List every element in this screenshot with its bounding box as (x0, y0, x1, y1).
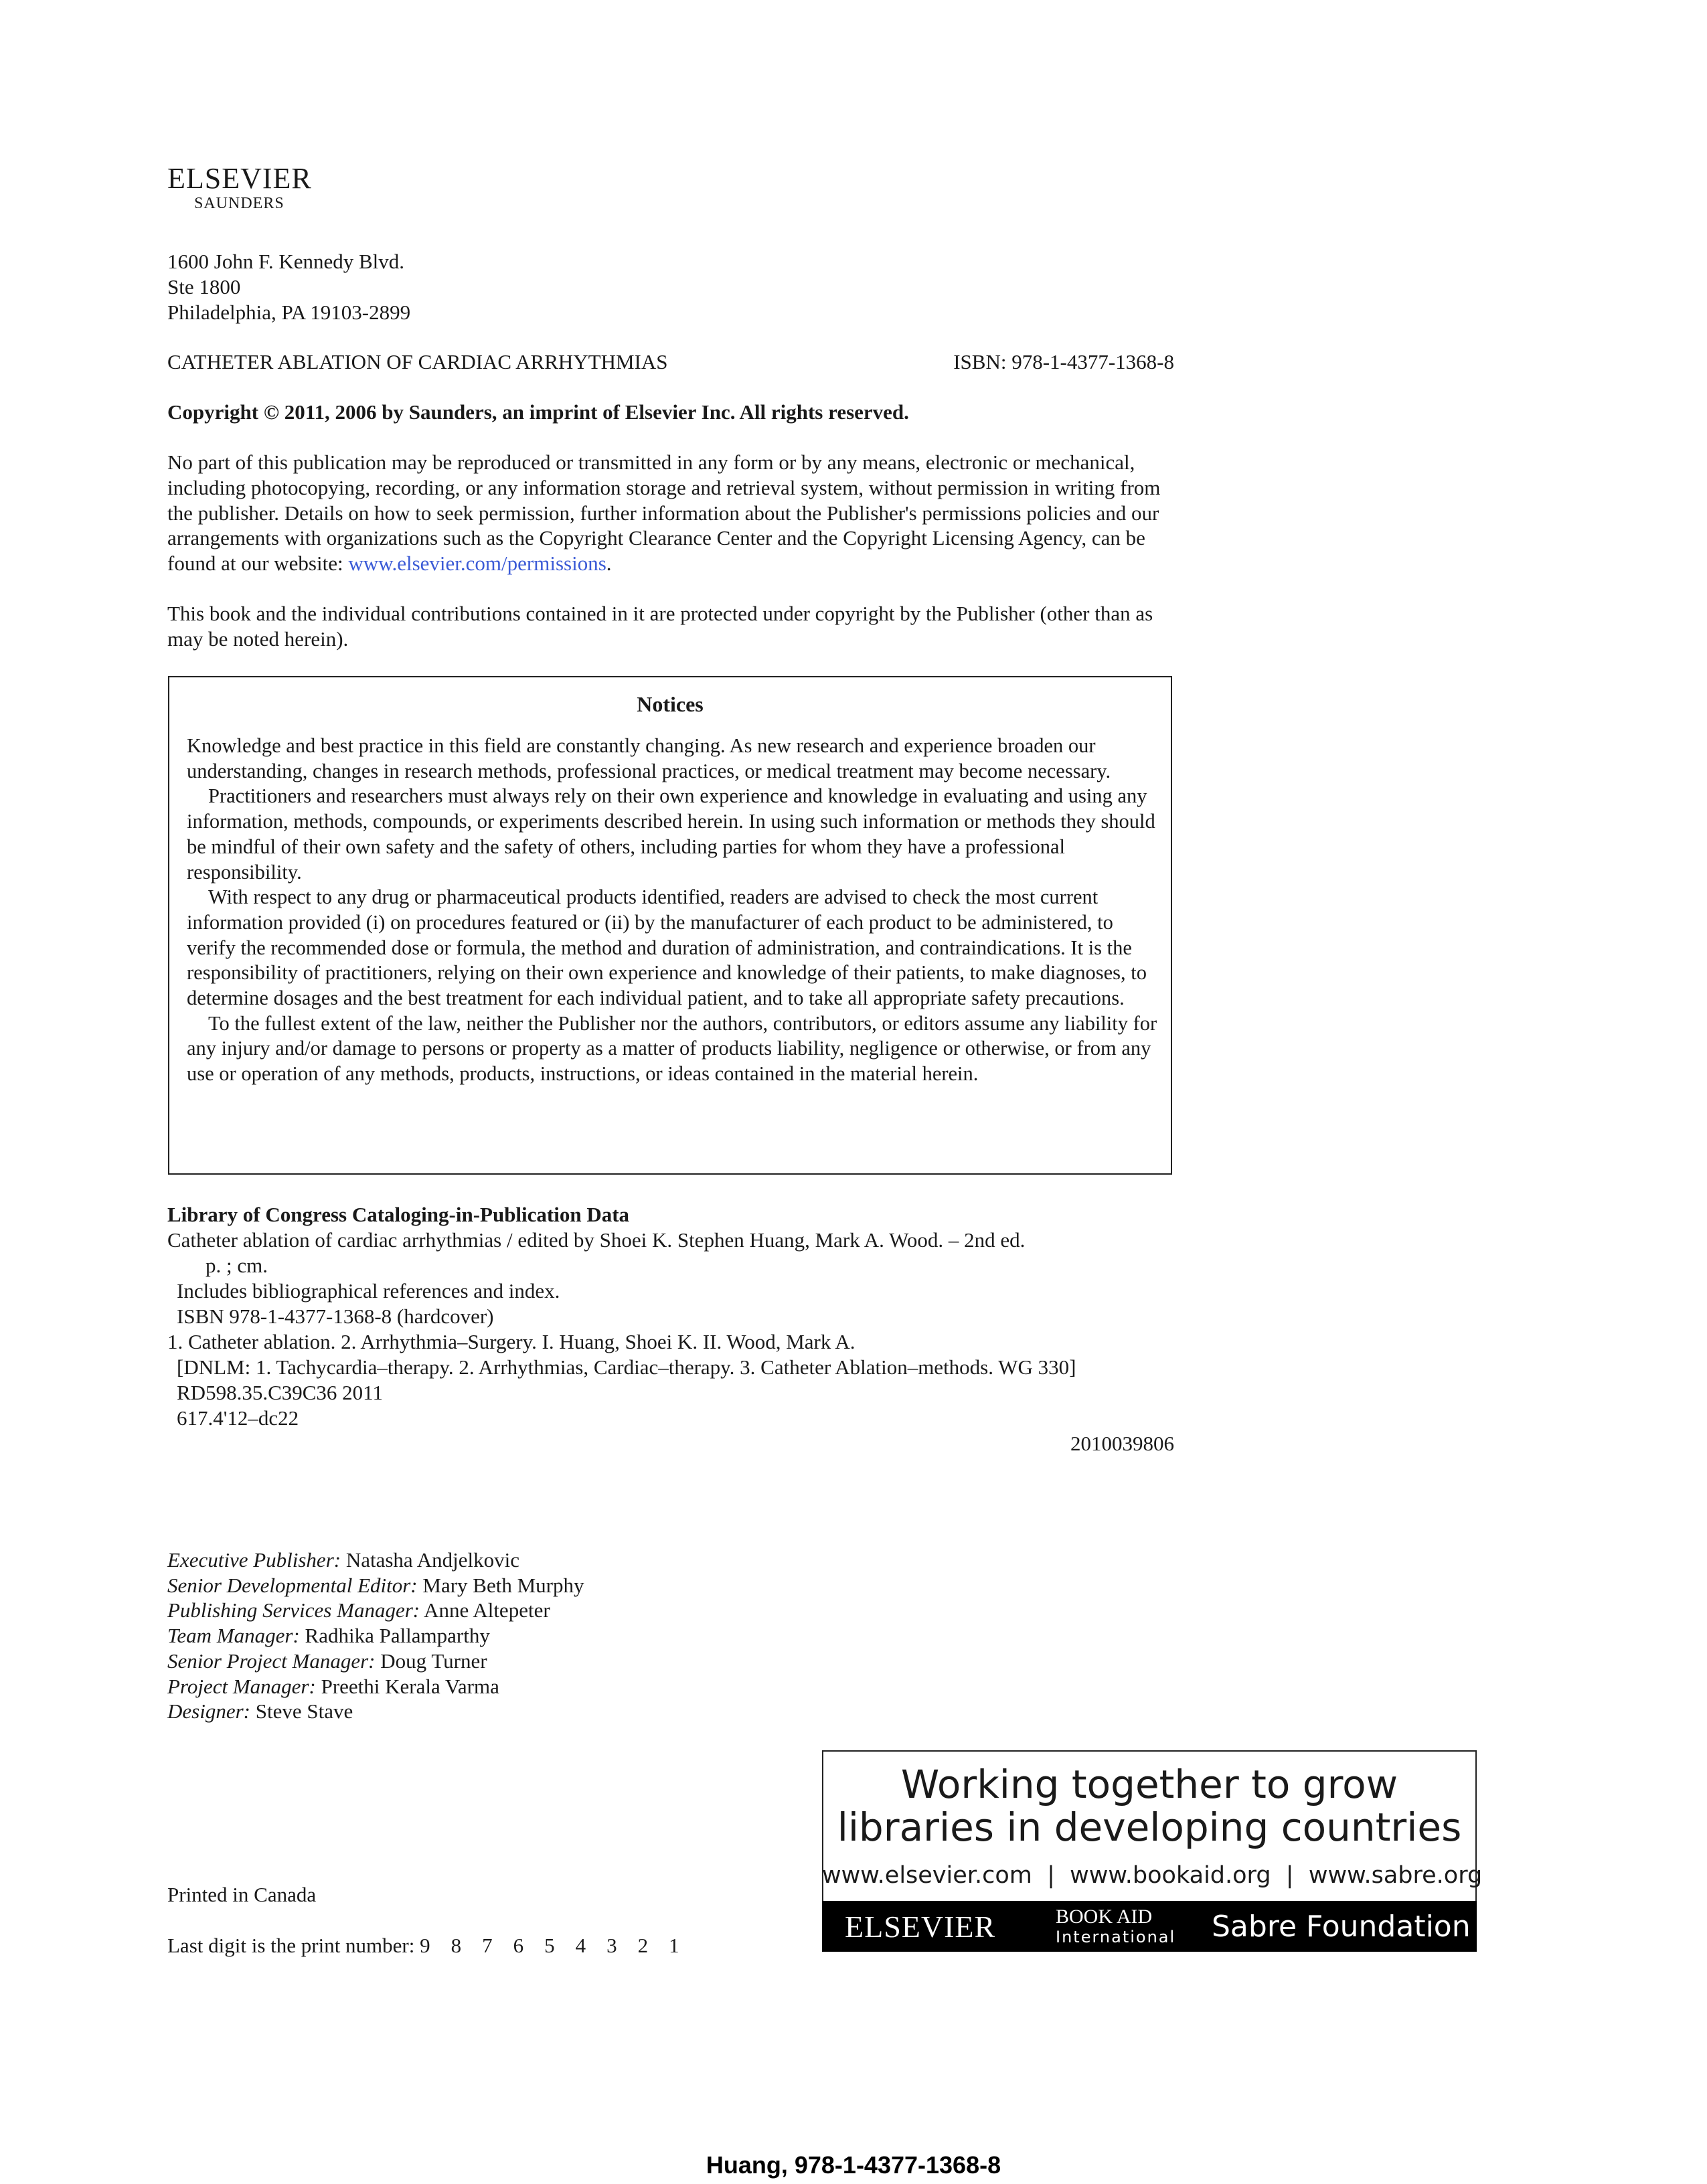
notice-paragraph-4: To the fullest extent of the law, neither the Publisher nor the authors, contributors, or editors assume any liability for any injury and/or damage to persons or property as a matter of products liability, negligence or otherwise, or from any use or operation of any methods, products, instructions, or ideas contained in the material herein. (187, 1011, 1157, 1086)
credit-row (167, 1674, 584, 1699)
cip-heading: Library of Congress Cataloging-in-Publication Data (167, 1203, 630, 1226)
credit-name: Natasha Andjelkovic (341, 1548, 519, 1572)
notices-title: Notices (637, 692, 704, 716)
cip-line-8: 617.4'12–dc22 (177, 1406, 299, 1430)
credit-role: Senior Project Manager: (167, 1649, 376, 1673)
copyright-protection-paragraph: This book and the individual contributions contained in it are protected under copyright by the Publisher (other than as may be noted herein). (167, 602, 1153, 651)
print-number-label: Last digit is the print number: (167, 1934, 415, 1957)
address-line-1: 1600 John F. Kennedy Blvd. (167, 250, 405, 273)
credit-name: Mary Beth Murphy (417, 1573, 584, 1597)
book-title: CATHETER ABLATION OF CARDIAC ARRHYTHMIAS (167, 350, 668, 373)
cip-line-5: 1. Catheter ablation. 2. Arrhythmia–Surgery. I. Huang, Shoei K. II. Wood, Mark A. (167, 1330, 856, 1353)
bookaid-logo-bottom: International (1056, 1928, 1176, 1946)
credit-row (167, 1623, 584, 1649)
cip-line-2: p. ; cm. (206, 1254, 268, 1277)
cip-line-3: Includes bibliographical references and index. (177, 1279, 560, 1303)
credit-row (167, 1598, 584, 1623)
credit-name: Steve Stave (250, 1699, 353, 1724)
cip-line-1: Catheter ablation of cardiac arrhythmias / edited by Shoei K. Stephen Huang, Mark A. Wood. – 2nd ed. (167, 1228, 1026, 1252)
credit-role: Designer: (167, 1699, 250, 1724)
permissions-link[interactable]: www.elsevier.com/permissions (348, 552, 606, 576)
copyright-paragraph-text: No part of this publication may be reproduced or transmitted in any form or by any means, electronic or mechanical, including photocopying, recording, or any information storage and retrieval system, without permission in writing from the publisher. Details on how to seek permission, further information about the Publisher's permissions policies and our arrangements with organizations such as the Copyright Clearance Center and the Copyright Licensing Agency, can be found at our website: (167, 450, 1161, 576)
advert-headline-1: Working together to grow (900, 1762, 1398, 1807)
credit-row (167, 1699, 584, 1724)
credit-role: Publishing Services Manager: (167, 1598, 420, 1622)
copyright-paragraph (167, 450, 1178, 576)
elsevier-advert-logo: ELSEVIER (845, 1910, 996, 1944)
copyright-line: Copyright © 2011, 2006 by Saunders, an imprint of Elsevier Inc. All rights reserved. (167, 400, 909, 424)
credit-row (167, 1547, 584, 1573)
bookaid-logo-top: BOOK AID (1056, 1906, 1153, 1928)
credit-role: Executive Publisher: (167, 1548, 341, 1572)
print-number: 9 8 7 6 5 4 3 2 1 (420, 1934, 679, 1957)
credit-role: Senior Developmental Editor: (167, 1573, 418, 1597)
credit-role: Project Manager: (167, 1674, 316, 1698)
printed-in: Printed in Canada (167, 1883, 317, 1906)
credit-name: Doug Turner (375, 1649, 487, 1673)
book-isbn: ISBN: 978-1-4377-1368-8 (953, 350, 1174, 373)
notice-paragraph-2: Practitioners and researchers must always rely on their own experience and knowledge in evaluating and using any information, methods, compounds, or experiments described herein. In using such information or methods they should be mindful of their own safety and the safety of others, including parties for whom they have a professional responsibility. (187, 784, 1155, 884)
credit-row (167, 1649, 584, 1674)
advert-headline-2: libraries in developing countries (837, 1804, 1462, 1850)
elsevier-logo: ELSEVIER (167, 162, 312, 195)
saunders-imprint: SAUNDERS (194, 195, 284, 212)
copyright-paragraph-end: . (606, 552, 612, 576)
notices-body (187, 734, 1157, 1087)
notice-paragraph-1: Knowledge and best practice in this field are constantly changing. As new research and experience broaden our understanding, changes in research methods, professional practices, or medical treatment may become necessary. (187, 734, 1111, 782)
credit-name: Radhika Pallamparthy (299, 1624, 490, 1648)
notice-paragraph-3: With respect to any drug or pharmaceutical products identified, readers are advised to check the most current information provided (i) on procedures featured or (ii) by the manufacturer of each product to be administered, to verify the recommended dose or formula, the method and duration of administration, and contraindications. It is the responsibility of practitioners, relying on their own experience and knowledge of their patients, to make diagnoses, to determine dosages and the best treatment for each individual patient, and to take all appropriate safety precautions. (187, 886, 1147, 1010)
page-footer: Huang, 978-1-4377-1368-8 (706, 2151, 1001, 2179)
lccn-number: 2010039806 (1070, 1432, 1174, 1455)
address-line-3: Philadelphia, PA 19103-2899 (167, 301, 411, 324)
cip-line-7: RD598.35.C39C36 2011 (177, 1381, 384, 1404)
credits-list (167, 1547, 584, 1724)
address-line-2: Ste 1800 (167, 275, 241, 299)
credit-name: Anne Altepeter (420, 1598, 550, 1622)
cip-line-6: [DNLM: 1. Tachycardia–therapy. 2. Arrhythmias, Cardiac–therapy. 3. Catheter Ablation–methods. WG 330] (177, 1355, 1076, 1379)
credit-row (167, 1573, 584, 1598)
credit-role: Team Manager: (167, 1624, 300, 1648)
print-number-line (167, 1933, 679, 1958)
credit-name: Preethi Kerala Varma (315, 1674, 499, 1698)
advert-links: www.elsevier.com | www.bookaid.org | www.sabre.org (822, 1862, 1483, 1889)
cip-line-4: ISBN 978-1-4377-1368-8 (hardcover) (177, 1305, 494, 1328)
sabre-foundation-logo: Sabre Foundation (1212, 1910, 1471, 1944)
